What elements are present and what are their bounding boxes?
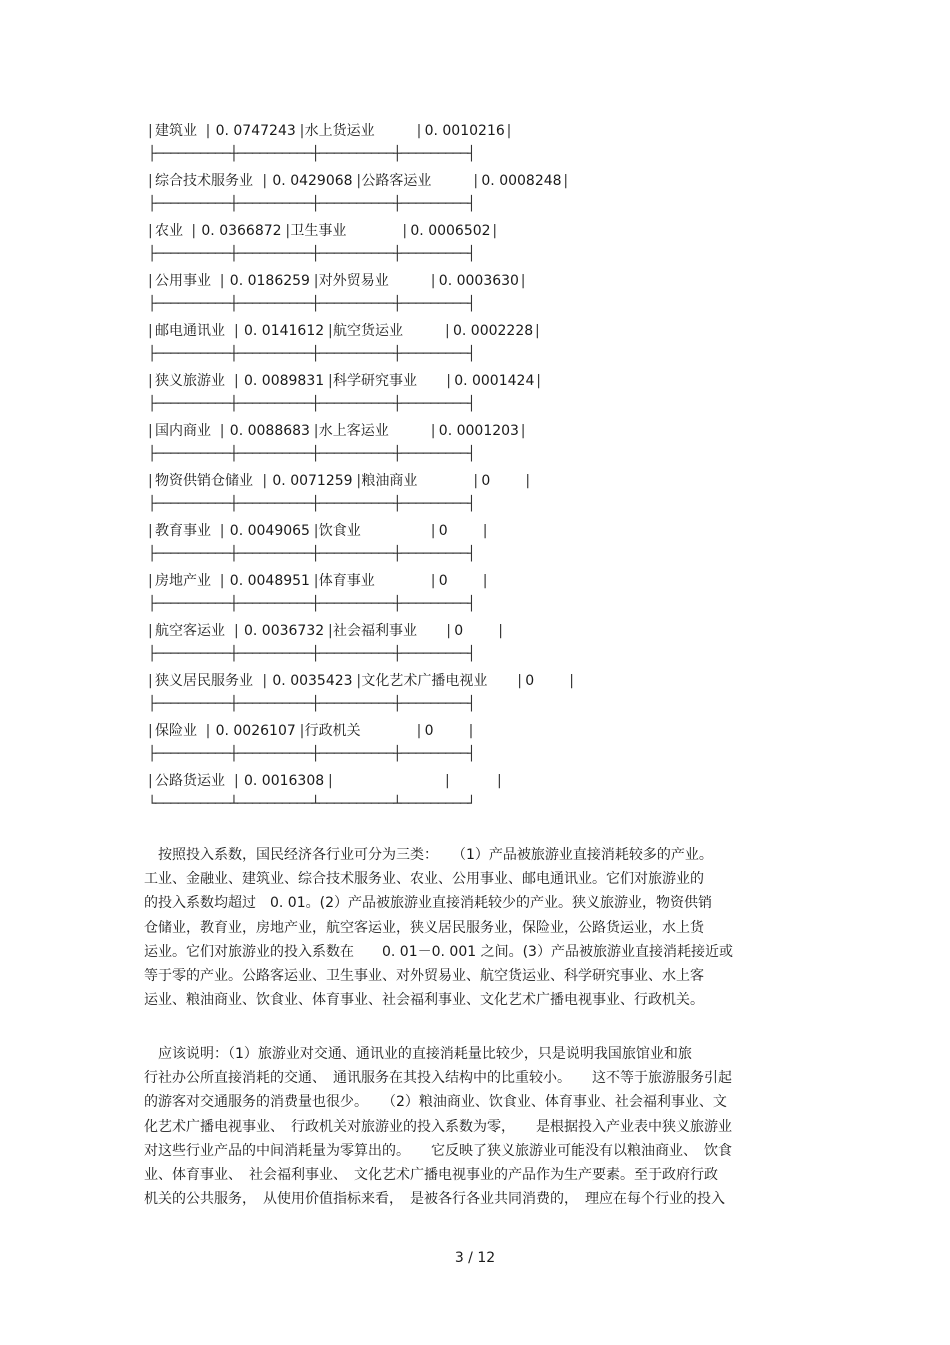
column-divider: | xyxy=(517,673,522,689)
table-rule: ├──────────┼──────────┼──────────┼─────────┤ xyxy=(148,746,475,762)
table-rule: ├──────────┼──────────┼──────────┼─────────┤ xyxy=(148,396,475,412)
column-divider: | xyxy=(148,473,153,489)
column-divider: | xyxy=(430,523,436,539)
column-divider: | xyxy=(328,323,333,339)
column-divider: | xyxy=(191,223,197,239)
column-divider: | xyxy=(148,523,153,539)
left-coefficient-value: 0. 0036732 xyxy=(244,623,325,639)
column-divider: | xyxy=(482,573,488,589)
column-divider: | xyxy=(313,273,319,289)
column-divider: | xyxy=(234,623,239,639)
table-rule: ├──────────┼──────────┼──────────┼─────────┤ xyxy=(148,496,475,512)
left-industry-name: 保险业 xyxy=(155,723,197,739)
column-divider: | xyxy=(234,773,239,789)
right-coefficient-value: 0. 0010216 xyxy=(424,123,505,139)
column-divider: | xyxy=(356,173,362,189)
column-divider: | xyxy=(473,173,479,189)
column-divider: | xyxy=(148,623,153,639)
column-divider: | xyxy=(262,473,268,489)
paragraph-line: 运业、粮油商业、饮食业、体育事业、社会福利事业、文化艺术广播电视事业、行政机关。 xyxy=(144,992,704,1009)
column-divider: | xyxy=(205,123,211,139)
page-number: 3 / 12 xyxy=(454,1250,496,1266)
right-coefficient-value: 0. 0006502 xyxy=(410,223,491,239)
left-industry-name: 公路货运业 xyxy=(155,773,225,789)
column-divider: | xyxy=(492,223,498,239)
right-industry-name: 公路客运业 xyxy=(361,173,432,189)
column-divider: | xyxy=(482,523,488,539)
table-rule: ├──────────┼──────────┼──────────┼─────────┤ xyxy=(148,646,475,662)
column-divider: | xyxy=(219,523,225,539)
right-industry-name: 文化艺术广播电视业 xyxy=(361,673,488,689)
column-divider: | xyxy=(148,423,153,439)
left-industry-name: 物资供销仓储业 xyxy=(155,473,253,489)
right-coefficient-value: 0 xyxy=(481,473,491,489)
left-industry-name: 邮电通讯业 xyxy=(155,323,225,339)
right-coefficient-value: 0. 0008248 xyxy=(481,173,562,189)
paragraph-line: 仓储业，教育业，房地产业，航空客运业，狭义居民服务业，保险业，公路货运业，水上货 xyxy=(144,919,704,936)
left-industry-name: 狭义旅游业 xyxy=(155,373,225,389)
column-divider: | xyxy=(498,623,503,639)
column-divider: | xyxy=(148,573,153,589)
column-divider: | xyxy=(148,773,153,789)
right-coefficient-value: 0. 0001424 xyxy=(454,373,535,389)
left-coefficient-value: 0. 0016308 xyxy=(244,773,325,789)
left-coefficient-value: 0. 0088683 xyxy=(229,423,310,439)
right-coefficient-value: 0. 0002228 xyxy=(453,323,534,339)
right-industry-name: 水上货运业 xyxy=(304,123,375,139)
column-divider: | xyxy=(473,473,479,489)
left-coefficient-value: 0. 0089831 xyxy=(244,373,325,389)
column-divider: | xyxy=(497,773,502,789)
column-divider: | xyxy=(416,723,422,739)
table-rule: ├──────────┼──────────┼──────────┼─────────┤ xyxy=(148,196,475,212)
left-industry-name: 教育事业 xyxy=(155,523,211,539)
column-divider: | xyxy=(536,373,541,389)
left-coefficient-value: 0. 0035423 xyxy=(272,673,353,689)
paragraph-line: 按照投入系数，国民经济各行业可分为三类： （1）产品被旅游业直接消耗较多的产业。 xyxy=(144,847,713,863)
paragraph-line: 业、体育事业、 社会福利事业、 文化艺术广播电视事业的产品作为生产要素。至于政府行政 xyxy=(144,1167,718,1184)
column-divider: | xyxy=(356,673,362,689)
left-industry-name: 狭义居民服务业 xyxy=(155,673,253,689)
right-coefficient-value: 0. 0003630 xyxy=(438,273,519,289)
column-divider: | xyxy=(262,173,268,189)
left-industry-name: 公用事业 xyxy=(155,273,211,289)
right-industry-name: 饮食业 xyxy=(318,523,361,539)
column-divider: | xyxy=(446,373,451,389)
left-coefficient-value: 0. 0071259 xyxy=(272,473,353,489)
column-divider: | xyxy=(416,123,422,139)
column-divider: | xyxy=(234,323,239,339)
column-divider: | xyxy=(313,573,319,589)
column-divider: | xyxy=(430,273,436,289)
paragraph-explanation xyxy=(144,1042,824,1211)
table-rule: ├──────────┼──────────┼──────────┼─────────┤ xyxy=(148,546,475,562)
table-rule: ├──────────┼──────────┼──────────┼─────────┤ xyxy=(148,446,475,462)
column-divider: | xyxy=(430,423,436,439)
left-industry-name: 航空客运业 xyxy=(155,623,225,639)
paragraph-line: 的游客对交通服务的消费量也很少。 （2）粮油商业、饮食业、体育事业、社会福利事业、文 xyxy=(144,1094,727,1111)
column-divider: | xyxy=(205,723,211,739)
column-divider: | xyxy=(234,373,239,389)
right-coefficient-value: 0 xyxy=(424,723,434,739)
column-divider: | xyxy=(148,673,153,689)
column-divider: | xyxy=(430,573,436,589)
table-rule: ├──────────┼──────────┼──────────┼─────────┤ xyxy=(148,696,475,712)
column-divider: | xyxy=(525,473,531,489)
column-divider: | xyxy=(219,573,225,589)
right-coefficient-value: 0 xyxy=(438,523,448,539)
column-divider: | xyxy=(219,273,225,289)
column-divider: | xyxy=(148,223,153,239)
column-divider: | xyxy=(148,123,153,139)
column-divider: | xyxy=(520,423,526,439)
right-industry-name: 体育事业 xyxy=(318,573,375,589)
paragraph-line: 化艺术广播电视事业、 行政机关对旅游业的投入系数为零， 是根据投入产业表中狭义旅游业 xyxy=(144,1118,732,1135)
column-divider: | xyxy=(299,723,305,739)
column-divider: | xyxy=(328,373,333,389)
column-divider: | xyxy=(299,123,305,139)
left-coefficient-value: 0. 0048951 xyxy=(229,573,310,589)
left-coefficient-value: 0. 0186259 xyxy=(229,273,310,289)
right-industry-name: 航空货运业 xyxy=(333,323,403,339)
right-industry-name: 对外贸易业 xyxy=(318,273,389,289)
column-divider: | xyxy=(262,673,268,689)
left-coefficient-value: 0. 0429068 xyxy=(272,173,353,189)
left-industry-name: 国内商业 xyxy=(155,423,211,439)
column-divider: | xyxy=(313,523,319,539)
column-divider: | xyxy=(285,223,291,239)
column-divider: | xyxy=(563,173,569,189)
right-coefficient-value: 0. 0001203 xyxy=(438,423,519,439)
left-coefficient-value: 0. 0747243 xyxy=(215,123,296,139)
right-industry-name: 卫生事业 xyxy=(290,223,347,239)
table-rule: ├──────────┼──────────┼──────────┼─────────┤ xyxy=(148,246,475,262)
column-divider: | xyxy=(313,423,319,439)
column-divider: | xyxy=(148,373,153,389)
table-rule: └──────────┴──────────┴──────────┴─────────┘ xyxy=(148,796,475,812)
right-industry-name: 水上客运业 xyxy=(318,423,389,439)
paragraph-line: 机关的公共服务， 从使用价值指标来看， 是被各行各业共同消费的， 理应在每个行业的投入 xyxy=(144,1191,725,1208)
column-divider: | xyxy=(535,323,540,339)
paragraph-classification xyxy=(144,843,824,1012)
column-divider: | xyxy=(445,323,450,339)
right-coefficient-value: 0 xyxy=(438,573,448,589)
column-divider: | xyxy=(569,673,574,689)
column-divider: | xyxy=(506,123,512,139)
right-industry-name: 科学研究事业 xyxy=(333,373,417,389)
left-industry-name: 综合技术服务业 xyxy=(155,173,253,189)
column-divider: | xyxy=(520,273,526,289)
left-coefficient-value: 0. 0366872 xyxy=(201,223,282,239)
paragraph-line: 应该说明：（1）旅游业对交通、通讯业的直接消耗量比较少，只是说明我国旅馆业和旅 xyxy=(144,1046,692,1062)
column-divider: | xyxy=(328,623,333,639)
column-divider: | xyxy=(148,323,153,339)
column-divider: | xyxy=(219,423,225,439)
column-divider: | xyxy=(356,473,362,489)
right-coefficient-value: 0 xyxy=(525,673,535,689)
paragraph-line: 的投入系数均超过 0. 01。(2）产品被旅游业直接消耗较少的产业。狭义旅游业，物资供销 xyxy=(144,895,712,912)
paragraph-line: 工业、金融业、建筑业、综合技术服务业、农业、公用事业、邮电通讯业。它们对旅游业的 xyxy=(144,871,704,888)
column-divider: | xyxy=(148,723,153,739)
left-coefficient-value: 0. 0026107 xyxy=(215,723,296,739)
paragraph-line: 行社办公所直接消耗的交通、 通讯服务在其投入结构中的比重较小。 这不等于旅游服务引起 xyxy=(144,1070,732,1087)
column-divider: | xyxy=(328,773,333,789)
left-coefficient-value: 0. 0049065 xyxy=(229,523,310,539)
column-divider: | xyxy=(148,173,153,189)
table-rule: ├──────────┼──────────┼──────────┼─────────┤ xyxy=(148,296,475,312)
right-industry-name: 粮油商业 xyxy=(361,473,418,489)
column-divider: | xyxy=(446,623,451,639)
left-industry-name: 房地产业 xyxy=(155,573,211,589)
column-divider: | xyxy=(148,273,153,289)
paragraph-line: 等于零的产业。公路客运业、卫生事业、对外贸易业、航空货运业、科学研究事业、水上客 xyxy=(144,968,704,985)
right-industry-name: 行政机关 xyxy=(304,723,361,739)
left-industry-name: 建筑业 xyxy=(155,123,197,139)
left-coefficient-value: 0. 0141612 xyxy=(244,323,325,339)
right-industry-name: 社会福利事业 xyxy=(333,623,417,639)
right-coefficient-value: 0 xyxy=(454,623,464,639)
left-industry-name: 农业 xyxy=(155,223,183,239)
paragraph-line: 对这些行业产品的中间消耗量为零算出的。 它反映了狭义旅游业可能没有以粮油商业、 饮食 xyxy=(144,1142,732,1159)
column-divider: | xyxy=(445,773,450,789)
paragraph-line: 运业。它们对旅游业的投入系数在 0. 01－0. 001 之间。(3）产品被旅游业直接消耗接近或 xyxy=(144,943,733,960)
column-divider: | xyxy=(468,723,474,739)
table-rule: ├──────────┼──────────┼──────────┼─────────┤ xyxy=(148,346,475,362)
table-rule: ├──────────┼──────────┼──────────┼─────────┤ xyxy=(148,596,475,612)
table-rule: ├──────────┼──────────┼──────────┼─────────┤ xyxy=(148,146,475,162)
column-divider: | xyxy=(402,223,408,239)
